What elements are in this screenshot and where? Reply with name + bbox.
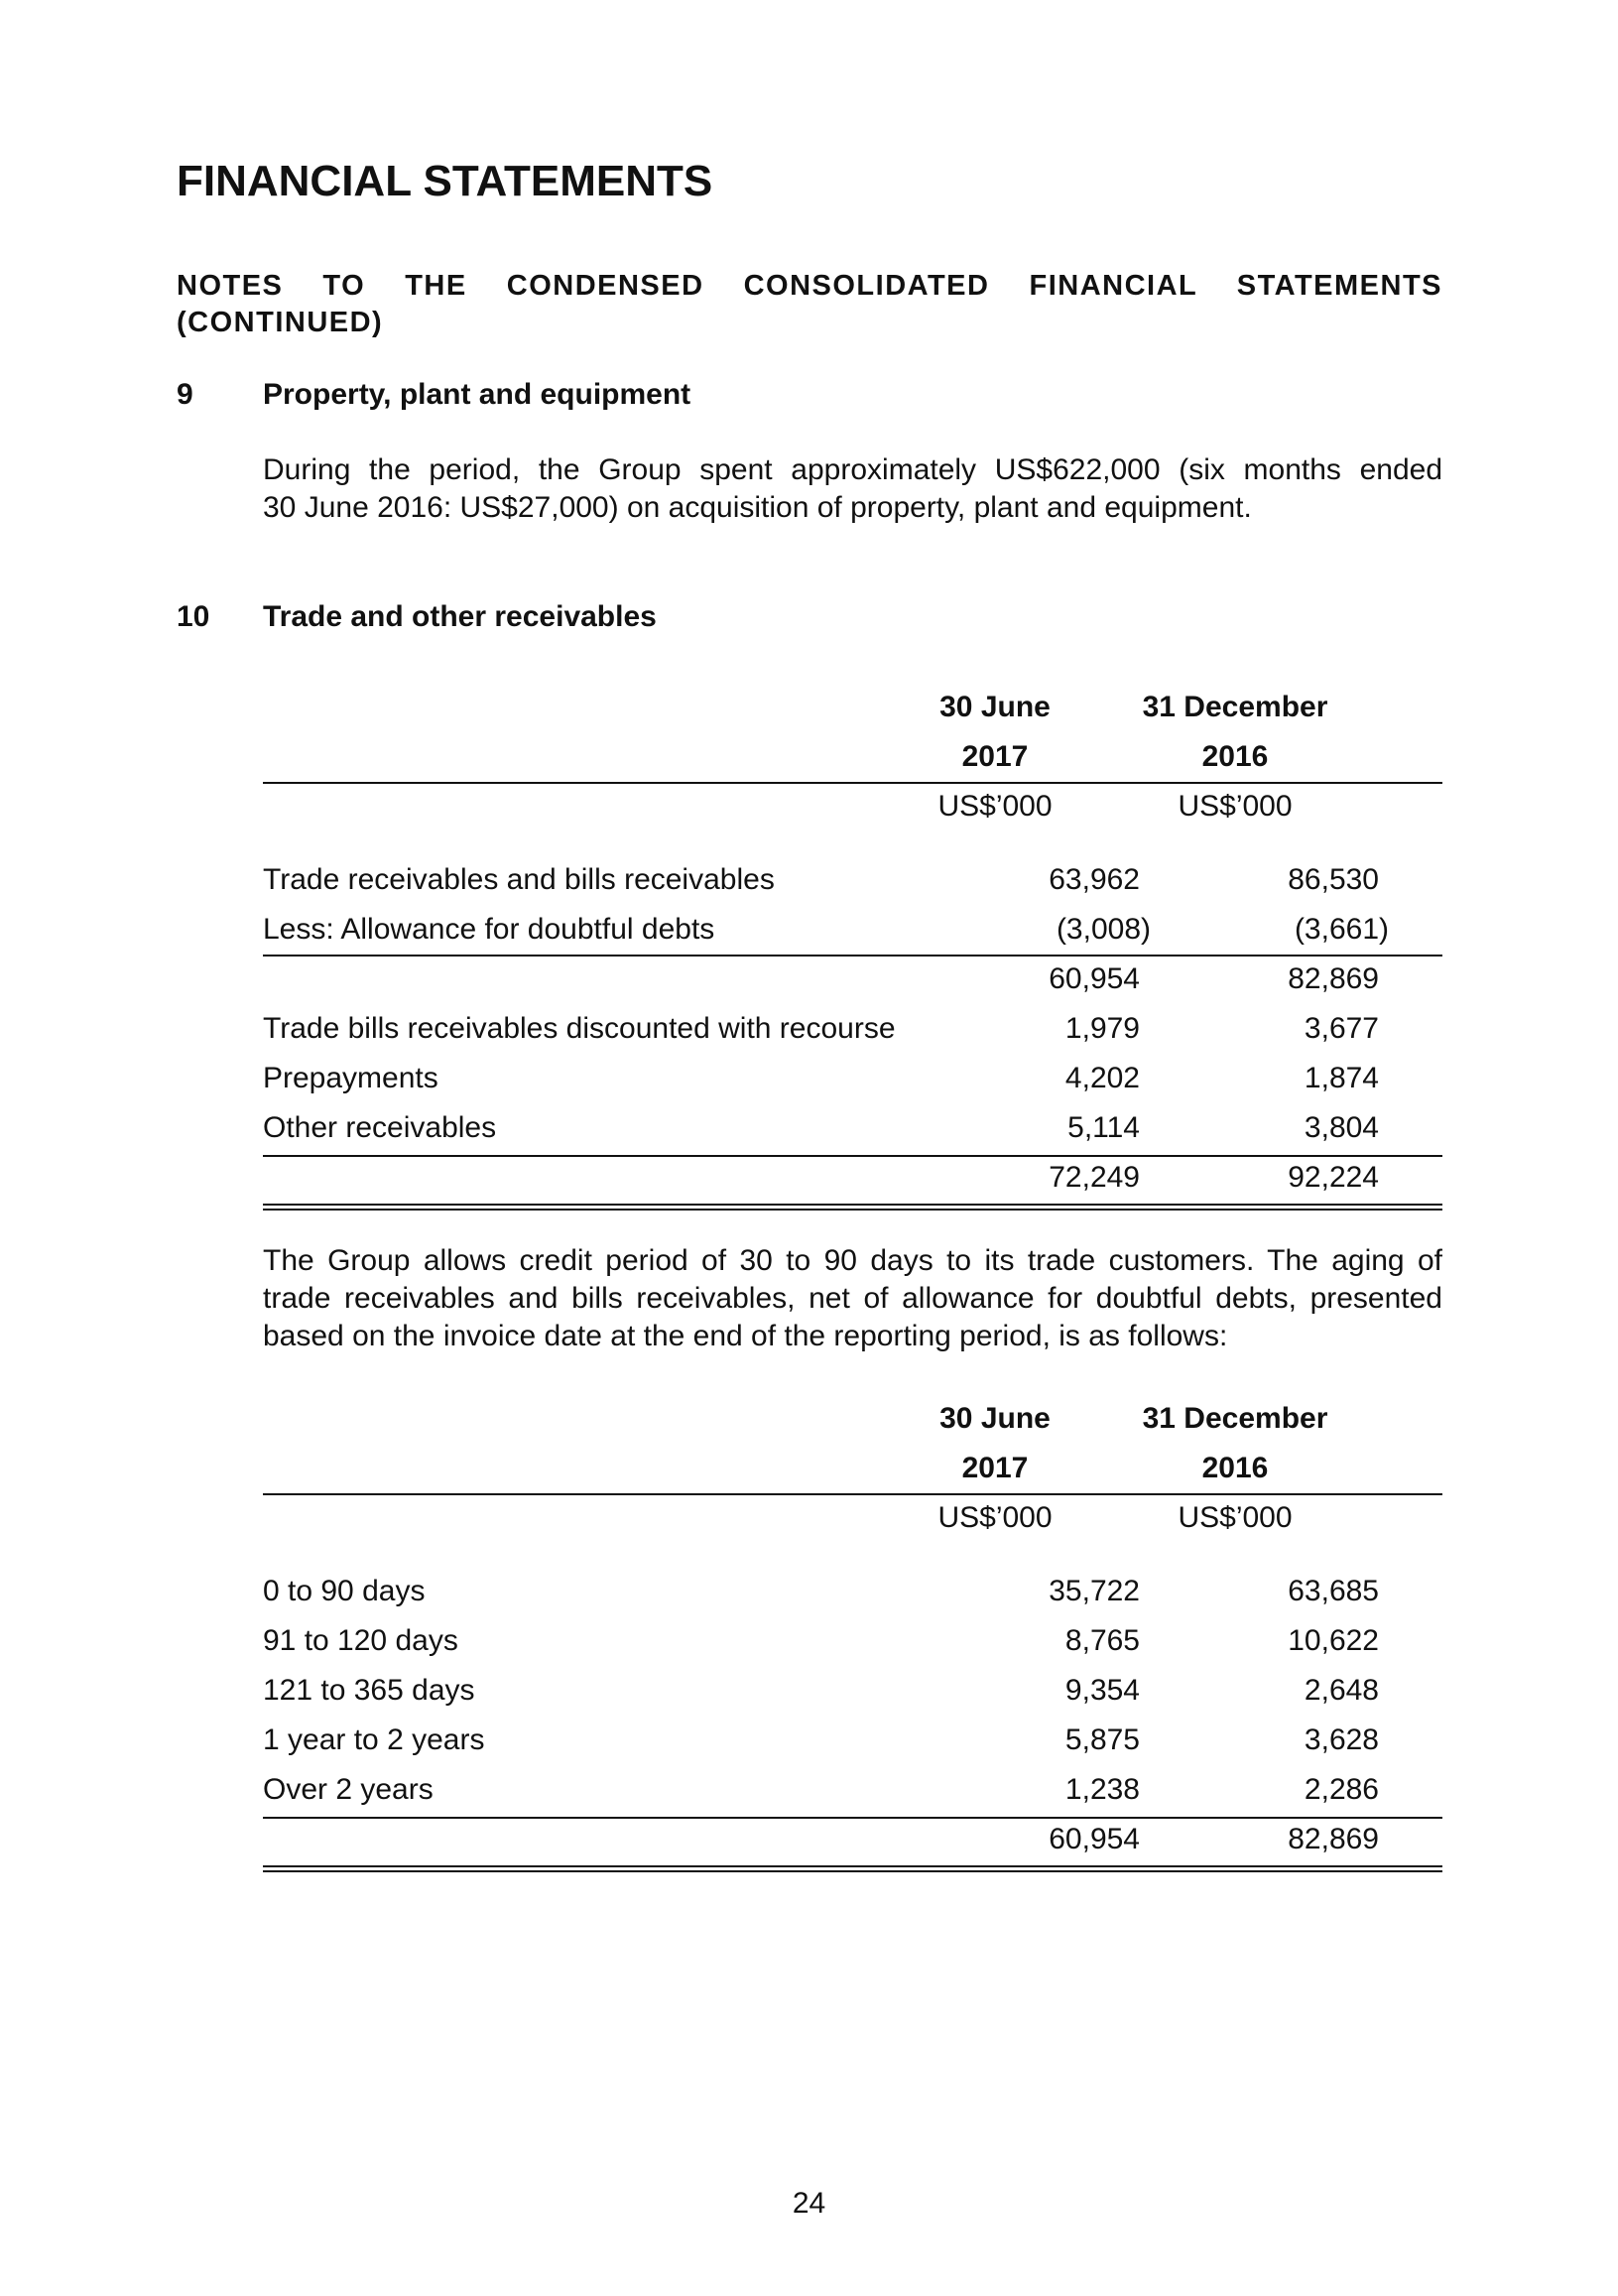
double-rule-bottom — [263, 1870, 1442, 1872]
table-row — [263, 1012, 1442, 1052]
row-value-2017: 4,202 — [1064, 1062, 1140, 1094]
col1-header-year: 2017 — [961, 1452, 1029, 1484]
table-row — [263, 1773, 1442, 1813]
table-header-row-1 — [263, 691, 1442, 730]
row-value-2016: 3,628 — [1304, 1723, 1379, 1756]
row-value-2016: 3,677 — [1304, 1012, 1379, 1045]
table-row — [263, 913, 1442, 953]
table-row — [263, 1723, 1442, 1763]
row-value-2017: 5,875 — [1064, 1723, 1140, 1756]
note-9-paragraph-line-1: During the period, the Group spent approximately US$622,000 (six months ended — [263, 453, 1442, 486]
row-label: Prepayments — [263, 1062, 438, 1094]
col1-header-year: 2017 — [961, 740, 1029, 773]
table-row — [263, 1111, 1442, 1151]
table-header-row-2 — [263, 1452, 1442, 1491]
subtotal-row — [263, 962, 1442, 1002]
table-row — [263, 1624, 1442, 1664]
table-header-row-1 — [263, 1402, 1442, 1442]
note-10-paragraph — [263, 1242, 1442, 1355]
row-label: 0 to 90 days — [263, 1575, 426, 1607]
row-value-2017: 1,979 — [1064, 1012, 1140, 1045]
subtotal-rule — [263, 955, 1442, 957]
col2-unit: US$’000 — [1178, 1501, 1293, 1534]
row-value-2017: 60,954 — [1049, 1823, 1140, 1855]
table-unit-row — [263, 1501, 1442, 1541]
row-value-2017: 1,238 — [1064, 1773, 1140, 1806]
col1-header-date: 30 June — [939, 1402, 1051, 1435]
note-10-number: 10 — [177, 600, 210, 633]
row-label: 121 to 365 days — [263, 1674, 475, 1707]
row-value-2016: 3,804 — [1304, 1111, 1379, 1144]
row-value-2016: 82,869 — [1288, 1823, 1379, 1855]
row-value-2017: 60,954 — [1049, 962, 1140, 995]
subtitle-line-1: NOTES TO THE CONDENSED CONSOLIDATED FINANCIAL STATEMENTS — [177, 270, 1442, 302]
row-value-2016: 1,874 — [1304, 1062, 1379, 1094]
col2-unit: US$’000 — [1178, 790, 1293, 823]
row-value-2016: 2,648 — [1304, 1674, 1379, 1707]
note-9-title: Property, plant and equipment — [263, 378, 691, 411]
double-rule-top — [263, 1865, 1442, 1867]
col1-header-date: 30 June — [939, 691, 1051, 723]
row-label: 1 year to 2 years — [263, 1723, 485, 1756]
table-row — [263, 863, 1442, 903]
page-title: FINANCIAL STATEMENTS — [177, 157, 713, 205]
table-row — [263, 1062, 1442, 1101]
row-value-2016: 63,685 — [1288, 1575, 1379, 1607]
row-value-2017: 72,249 — [1049, 1161, 1140, 1194]
section-subtitle — [177, 268, 1442, 341]
note-10-paragraph-line-2: trade receivables and bills receivables, net of allowance for doubtful debts, presented — [263, 1282, 1442, 1315]
row-label: Trade bills receivables discounted with recourse — [263, 1012, 896, 1045]
col2-header-year: 2016 — [1201, 1452, 1269, 1484]
col2-header-date: 31 December — [1142, 1402, 1328, 1435]
header-rule — [263, 782, 1442, 784]
row-value-2017: 8,765 — [1064, 1624, 1140, 1657]
receivables-table — [263, 691, 1442, 1216]
total-rule — [263, 1817, 1442, 1819]
total-row — [263, 1161, 1442, 1201]
row-value-2016: 92,224 — [1288, 1161, 1379, 1194]
double-rule-top — [263, 1204, 1442, 1206]
note-10-paragraph-line-1: The Group allows credit period of 30 to 90 days to its trade customers. The aging of — [263, 1244, 1442, 1277]
aging-table — [263, 1402, 1442, 1878]
note-10-paragraph-line-3: based on the invoice date at the end of the reporting period, is as follows: — [263, 1320, 1228, 1352]
row-label: 91 to 120 days — [263, 1624, 458, 1657]
note-9-paragraph — [263, 451, 1442, 527]
header-rule — [263, 1493, 1442, 1495]
note-9-paragraph-line-2: 30 June 2016: US$27,000) on acquisition of property, plant and equipment. — [263, 491, 1252, 524]
row-label: Less: Allowance for doubtful debts — [263, 913, 715, 946]
total-row — [263, 1823, 1442, 1862]
row-value-2016: 82,869 — [1288, 962, 1379, 995]
col1-unit: US$’000 — [937, 1501, 1053, 1534]
subtitle-line-2: (CONTINUED) — [177, 307, 384, 338]
row-label: Trade receivables and bills receivables — [263, 863, 775, 896]
row-label: Over 2 years — [263, 1773, 434, 1806]
table-row — [263, 1575, 1442, 1614]
table-row — [263, 1674, 1442, 1714]
col1-unit: US$’000 — [937, 790, 1053, 823]
row-value-2016: 86,530 — [1288, 863, 1379, 896]
col2-header-date: 31 December — [1142, 691, 1328, 723]
page-number: 24 — [792, 2187, 826, 2220]
col2-header-year: 2016 — [1201, 740, 1269, 773]
double-rule-bottom — [263, 1209, 1442, 1211]
row-value-2016: 10,622 — [1288, 1624, 1379, 1657]
row-value-2017: 35,722 — [1049, 1575, 1140, 1607]
total-rule — [263, 1155, 1442, 1157]
row-value-2017: 9,354 — [1064, 1674, 1140, 1707]
table-header-row-2 — [263, 740, 1442, 780]
table-unit-row — [263, 790, 1442, 829]
row-value-2017: 63,962 — [1049, 863, 1140, 896]
note-9-number: 9 — [177, 378, 193, 411]
note-10-title: Trade and other receivables — [263, 600, 657, 633]
row-value-2016: (3,661) — [1294, 913, 1389, 946]
row-value-2016: 2,286 — [1304, 1773, 1379, 1806]
row-value-2017: 5,114 — [1067, 1111, 1140, 1144]
row-value-2017: (3,008) — [1056, 913, 1151, 946]
row-label: Other receivables — [263, 1111, 497, 1144]
